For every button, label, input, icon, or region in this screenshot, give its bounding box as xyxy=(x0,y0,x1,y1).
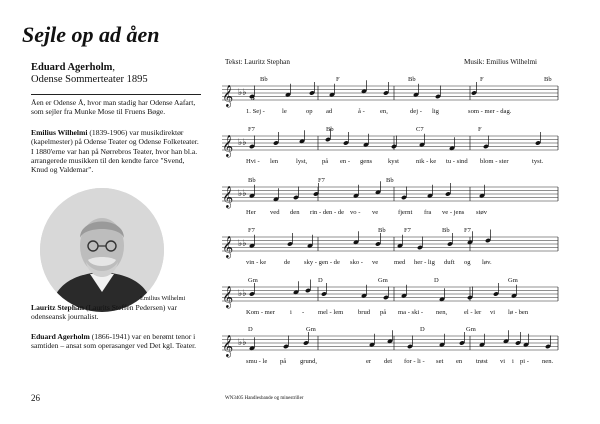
lyric-syllable: kyst xyxy=(388,158,399,165)
lyric-syllable: vi xyxy=(500,358,506,365)
lyric-syllable: sko - xyxy=(350,259,364,266)
music-system xyxy=(222,277,558,316)
lyric-syllable: en, xyxy=(380,108,388,115)
lyric-syllable: smu - le xyxy=(246,358,268,365)
lyric-syllable: ve xyxy=(372,259,379,266)
agerholm-paragraph xyxy=(31,332,201,351)
chord-symbol: D xyxy=(248,326,253,333)
lyric-syllable: en - xyxy=(340,158,351,165)
lyricist-name-text: Eduard Agerholm xyxy=(31,62,113,73)
lyric-syllable: rin - den - de xyxy=(310,209,345,216)
lyric-syllable: mel - lem xyxy=(318,309,344,316)
wilhelmi-text-2: I 1880'erne var han på Nørrebros Teater, hvor han bl.a. arrangerede musikken til den kendte farce "Svend, Knud og Valdemar". xyxy=(31,146,198,175)
lyric-syllable: ved xyxy=(270,209,280,216)
lyric-syllable: nen, xyxy=(436,309,448,316)
lyric-syllable: ve - jens xyxy=(442,209,465,216)
lyric-syllable: nen. xyxy=(542,358,554,365)
chord-symbol: Gm xyxy=(508,277,518,284)
lyric-syllable: en xyxy=(456,358,463,365)
lyricist-name xyxy=(31,62,115,73)
wilhelmi-paragraph xyxy=(31,128,201,174)
lyric-syllable: tyst. xyxy=(532,158,544,165)
chord-symbol: D xyxy=(434,277,439,284)
lyric-syllable: tu - sind xyxy=(446,158,468,165)
chord-symbol: Gm xyxy=(306,326,316,333)
key-signature-icon: ♭♭ xyxy=(238,187,247,198)
lyric-syllable: vi xyxy=(490,309,496,316)
footer-text: WN3405 Handlesbande og minestriller xyxy=(225,396,304,401)
chord-symbol: Gm xyxy=(248,277,258,284)
lyrics-credit: Tekst: Lauritz Stephan xyxy=(225,58,290,66)
key-signature-icon: ♭♭ xyxy=(238,86,247,97)
lyric-syllable: de xyxy=(284,259,291,266)
intro-paragraph: Åen er Odense Å, hvor man stadig har Odense Aafart, som sejler fra Munke Mose til Fruens Bøge. xyxy=(31,98,196,117)
stephan-text: (Laurits Steffen Pedersen) var odenseansk journalist. xyxy=(31,303,178,322)
lyric-syllable: Kom - mer xyxy=(246,309,275,316)
portrait-caption: Emilius Wilhelmi xyxy=(140,295,186,302)
lyric-syllable: gens xyxy=(360,158,373,165)
lyric-syllable: pi - xyxy=(520,358,529,365)
agerholm-text: (1866-1941) var en berømt tenor i samtiden – ansat som operasanger ved Det kgl. Teater. xyxy=(31,332,197,351)
music-system xyxy=(222,227,558,266)
lyric-syllable: - xyxy=(302,309,305,316)
lyric-syllable: fra xyxy=(424,209,432,216)
stephan-name: Lauritz Stephan xyxy=(31,303,84,312)
treble-clef-icon: 𝄞 xyxy=(222,187,234,208)
music-system xyxy=(222,126,558,165)
agerholm-name: Eduard Agerholm xyxy=(31,332,90,341)
music-credit: Musik: Emilius Wilhelmi xyxy=(464,58,538,66)
chord-symbol: Bb xyxy=(544,76,552,83)
music-system xyxy=(222,326,558,365)
lyric-syllable: løv. xyxy=(482,259,492,266)
lyric-syllable: ad xyxy=(326,108,333,115)
lyric-syllable: er xyxy=(366,358,372,365)
chord-symbol: Bb xyxy=(326,126,334,133)
chord-symbol: F7 xyxy=(318,177,325,184)
chord-symbol: Bb xyxy=(248,177,256,184)
treble-clef-icon: 𝄞 xyxy=(222,336,234,357)
key-signature-icon: ♭♭ xyxy=(238,237,247,248)
lyric-syllable: Hvi - xyxy=(246,158,260,165)
chord-symbol: Bb xyxy=(378,227,386,234)
chord-symbol: Bb xyxy=(442,227,450,234)
chord-symbol: F xyxy=(336,76,340,83)
lyric-syllable: ma - ski - xyxy=(398,309,424,316)
lyric-syllable: grund, xyxy=(300,358,318,365)
lyric-syllable: ve xyxy=(372,209,379,216)
sheet-music xyxy=(218,72,568,372)
lyric-syllable: på xyxy=(380,309,387,316)
portrait-image xyxy=(40,188,164,312)
lyricist-theatre: Odense Sommerteater 1895 xyxy=(31,74,148,85)
lyric-syllable: som - mer - dag. xyxy=(468,108,512,115)
lyric-syllable: for - li - xyxy=(404,358,425,365)
lyric-syllable: med xyxy=(394,259,406,266)
treble-clef-icon: 𝄞 xyxy=(222,136,234,157)
lyric-syllable: nik - ke xyxy=(416,158,437,165)
page-title: Sejle op ad åen xyxy=(22,22,160,47)
lyric-syllable: duft xyxy=(444,259,455,266)
chord-symbol: D xyxy=(420,326,425,333)
lyric-syllable: den xyxy=(290,209,300,216)
wilhelmi-text: (1839-1906) var musikdirektør (kapelmester) på Odense Teater og Odense Folketeater. xyxy=(31,128,199,147)
key-signature-icon: ♭♭ xyxy=(238,136,247,147)
treble-clef-icon: 𝄞 xyxy=(222,287,234,308)
lyric-syllable: det xyxy=(384,358,393,365)
lyricist-name-comma: , xyxy=(112,62,116,73)
lyric-syllable: len xyxy=(270,158,279,165)
music-system xyxy=(222,177,558,216)
lyric-syllable: 1. Sej - xyxy=(246,108,265,115)
lyric-syllable: brud xyxy=(358,309,371,316)
music-system xyxy=(222,76,558,115)
chord-symbol: Bb xyxy=(386,177,394,184)
lyric-syllable: vo - xyxy=(350,209,361,216)
lyric-syllable: sky - gen - de xyxy=(304,259,340,266)
lyric-syllable: op xyxy=(306,108,313,115)
chord-symbol: D xyxy=(318,277,323,284)
chord-symbol: C7 xyxy=(416,126,424,133)
page-number: 26 xyxy=(31,393,40,403)
lyric-syllable: lø - ben xyxy=(508,309,529,316)
lyric-syllable: vin - ke xyxy=(246,259,267,266)
lyric-syllable: el - ler xyxy=(464,309,482,316)
lyric-syllable: i xyxy=(512,358,514,365)
lyric-syllable: støv xyxy=(476,209,487,216)
lyric-syllable: fjernt xyxy=(398,209,413,216)
lyric-syllable: le xyxy=(282,108,287,115)
chord-symbol: Bb xyxy=(408,76,416,83)
lyric-syllable: her - lig xyxy=(414,259,435,266)
lyric-syllable: og xyxy=(464,259,471,266)
key-signature-icon: ♭♭ xyxy=(238,336,247,347)
lyric-syllable: lig xyxy=(432,108,439,115)
treble-clef-icon: 𝄞 xyxy=(222,237,234,258)
chord-symbol: Gm xyxy=(378,277,388,284)
chord-symbol: Bb xyxy=(260,76,268,83)
chord-symbol: F7 xyxy=(464,227,471,234)
key-signature-icon: ♭♭ xyxy=(238,287,247,298)
chord-symbol: F7 xyxy=(248,227,255,234)
lyric-syllable: lyst, xyxy=(296,158,308,165)
chord-symbol: F xyxy=(480,76,484,83)
lyric-syllable: i xyxy=(290,309,292,316)
lyric-syllable: set xyxy=(436,358,444,365)
chord-symbol: F7 xyxy=(248,126,255,133)
treble-clef-icon: 𝄞 xyxy=(222,86,234,107)
portrait-drawing xyxy=(40,188,164,312)
divider xyxy=(31,94,201,95)
stephan-paragraph xyxy=(31,303,201,322)
chord-symbol: F7 xyxy=(404,227,411,234)
lyric-syllable: å - xyxy=(358,108,365,115)
wilhelmi-name: Emilius Wilhelmi xyxy=(31,128,88,137)
lyric-syllable: Her xyxy=(246,209,256,216)
lyric-syllable: dej - xyxy=(410,108,422,115)
chord-symbol: F xyxy=(478,126,482,133)
lyric-syllable: på xyxy=(322,158,329,165)
lyric-syllable: trøst xyxy=(476,358,488,365)
lyric-syllable: på xyxy=(280,358,287,365)
lyric-syllable: blom - ster xyxy=(480,158,509,165)
chord-symbol: Gm xyxy=(466,326,476,333)
